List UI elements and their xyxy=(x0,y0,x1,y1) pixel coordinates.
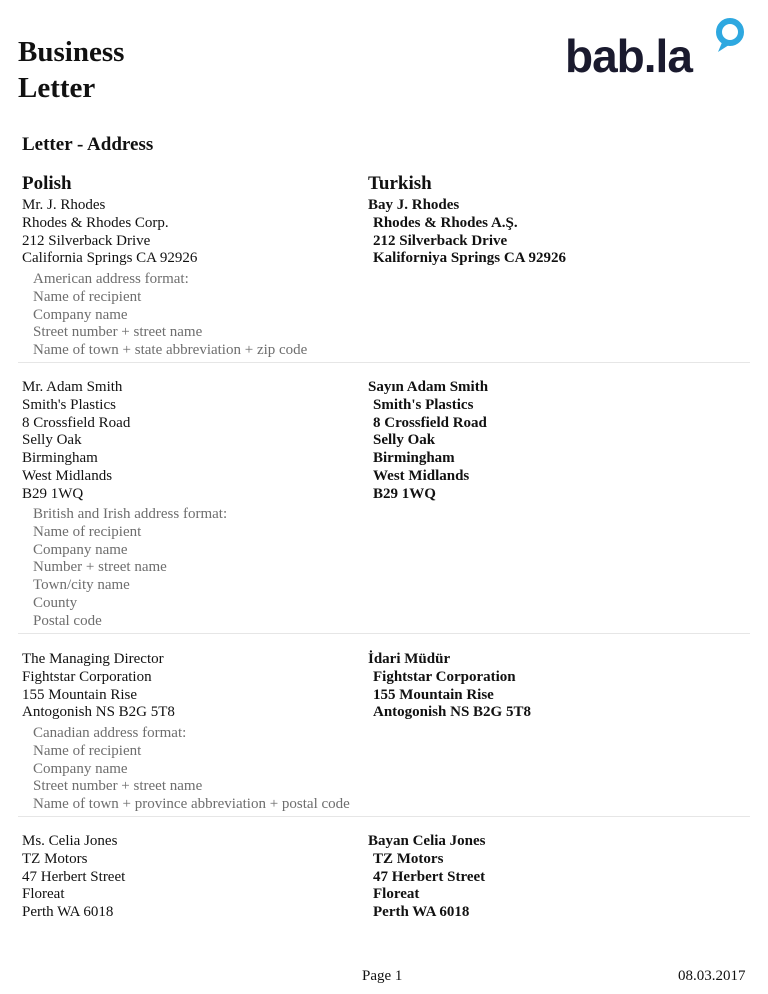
divider xyxy=(18,633,750,634)
address-line: Mr. Adam Smith xyxy=(22,379,123,395)
note-line: Company name xyxy=(33,541,128,558)
address-line: 212 Silverback Drive xyxy=(373,232,508,249)
source-address xyxy=(22,379,130,504)
address-line: Bay J. Rhodes xyxy=(368,197,460,213)
divider xyxy=(18,362,750,363)
format-note xyxy=(33,725,350,814)
address-line: TZ Motors xyxy=(22,850,88,867)
address-line: Fightstar Corporation xyxy=(373,668,516,685)
note-line: Name of town + province abbreviation + postal code xyxy=(33,796,350,813)
address-line: Antogonish NS B2G 5T8 xyxy=(22,704,175,721)
note-line: Company name xyxy=(33,760,128,777)
note-line: Street number + street name xyxy=(33,324,203,341)
address-line: Birmingham xyxy=(22,450,98,467)
note-line: British and Irish address format: xyxy=(33,506,228,522)
address-line: West Midlands xyxy=(22,467,113,484)
address-line: 155 Mountain Rise xyxy=(373,686,494,703)
target-address xyxy=(368,197,566,268)
source-address xyxy=(22,197,197,268)
address-line: 8 Crossfield Road xyxy=(22,414,131,431)
section-title: Letter - Address xyxy=(22,134,154,155)
logo-text: bab.la xyxy=(565,30,692,80)
address-line: Selly Oak xyxy=(22,432,82,449)
address-line: Smith's Plastics xyxy=(22,396,116,413)
address-line: Smith's Plastics xyxy=(373,396,474,413)
address-line: 47 Herbert Street xyxy=(373,868,486,885)
note-line: Name of recipient xyxy=(33,288,142,305)
target-address xyxy=(368,833,486,922)
address-line: Perth WA 6018 xyxy=(373,904,470,921)
address-line: B29 1WQ xyxy=(373,485,436,502)
address-line: TZ Motors xyxy=(373,850,444,867)
target-address xyxy=(368,379,488,504)
address-line: 212 Silverback Drive xyxy=(22,232,151,249)
note-line: Postal code xyxy=(33,612,102,629)
address-line: Birmingham xyxy=(373,450,455,467)
divider xyxy=(18,816,750,817)
address-line: Sayın Adam Smith xyxy=(368,379,489,395)
document-title xyxy=(18,34,124,106)
address-line: Bayan Celia Jones xyxy=(368,833,486,849)
note-line: Canadian address format: xyxy=(33,725,187,741)
source-address xyxy=(22,651,175,722)
address-line: Kaliforniya Springs CA 92926 xyxy=(373,250,566,267)
address-line: Mr. J. Rhodes xyxy=(22,197,106,213)
title-line-2: Letter xyxy=(18,72,96,104)
address-line: 8 Crossfield Road xyxy=(373,414,487,431)
address-line: Floreat xyxy=(373,886,420,903)
note-line: Name of town + state abbreviation + zip code xyxy=(33,342,308,359)
bab-la-logo xyxy=(565,16,755,80)
title-line-1: Business xyxy=(18,36,125,68)
column-header-source: Polish xyxy=(22,173,72,194)
format-note xyxy=(33,271,307,360)
source-address xyxy=(22,833,125,922)
address-line: Ms. Celia Jones xyxy=(22,833,118,849)
address-line: West Midlands xyxy=(373,467,470,484)
address-line: Rhodes & Rhodes Corp. xyxy=(22,214,169,231)
target-address xyxy=(368,651,531,722)
note-line: Company name xyxy=(33,306,128,323)
document-date: 08.03.2017 xyxy=(678,968,746,984)
address-line: B29 1WQ xyxy=(22,485,84,502)
address-line: İdari Müdür xyxy=(368,651,451,667)
address-line: Floreat xyxy=(22,886,65,903)
address-line: 155 Mountain Rise xyxy=(22,686,137,703)
address-line: Antogonish NS B2G 5T8 xyxy=(373,704,531,721)
page-number: Page 1 xyxy=(362,968,403,984)
address-line: The Managing Director xyxy=(22,651,164,667)
address-line: Rhodes & Rhodes A.Ş. xyxy=(373,214,518,231)
address-line: Perth WA 6018 xyxy=(22,904,114,921)
note-line: American address format: xyxy=(33,271,189,287)
note-line: Name of recipient xyxy=(33,742,142,759)
speech-bubble-icon xyxy=(718,21,741,52)
note-line: Street number + street name xyxy=(33,778,203,795)
address-line: Fightstar Corporation xyxy=(22,668,152,685)
format-note xyxy=(33,506,227,631)
address-line: California Springs CA 92926 xyxy=(22,250,198,267)
address-line: Selly Oak xyxy=(373,432,436,449)
column-header-target: Turkish xyxy=(368,173,432,194)
note-line: Town/city name xyxy=(33,577,130,594)
address-line: 47 Herbert Street xyxy=(22,868,126,885)
note-line: County xyxy=(33,594,78,611)
note-line: Name of recipient xyxy=(33,523,142,540)
note-line: Number + street name xyxy=(33,559,167,576)
